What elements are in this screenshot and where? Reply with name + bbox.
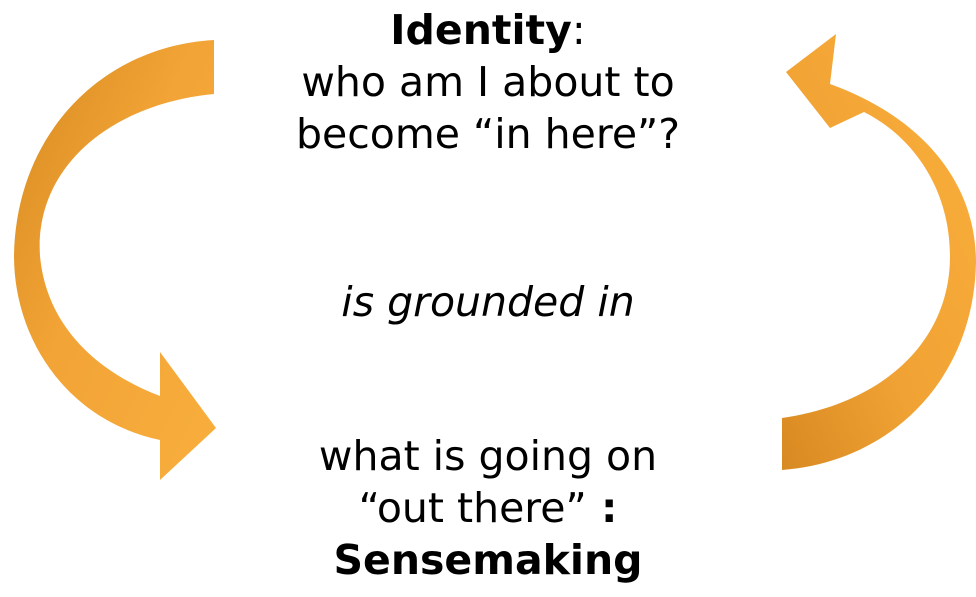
- identity-heading: [0, 4, 976, 56]
- connector-text-block: [0, 276, 976, 328]
- identity-block: [0, 4, 976, 160]
- identity-colon: :: [571, 6, 586, 54]
- sensemaking-line-2: [0, 482, 976, 534]
- identity-title: Identity: [390, 6, 572, 54]
- sensemaking-line-1: what is going on: [318, 432, 658, 480]
- identity-question-line-1: who am I about to: [301, 58, 675, 106]
- sensemaking-block: [0, 430, 976, 586]
- connector-text: is grounded in: [341, 278, 635, 326]
- sensemaking-quote: “out there”: [358, 484, 587, 532]
- sensemaking-colon: :: [586, 484, 618, 532]
- identity-question-line-2: become “in here”?: [295, 110, 681, 158]
- sensemaking-title: Sensemaking: [333, 536, 643, 584]
